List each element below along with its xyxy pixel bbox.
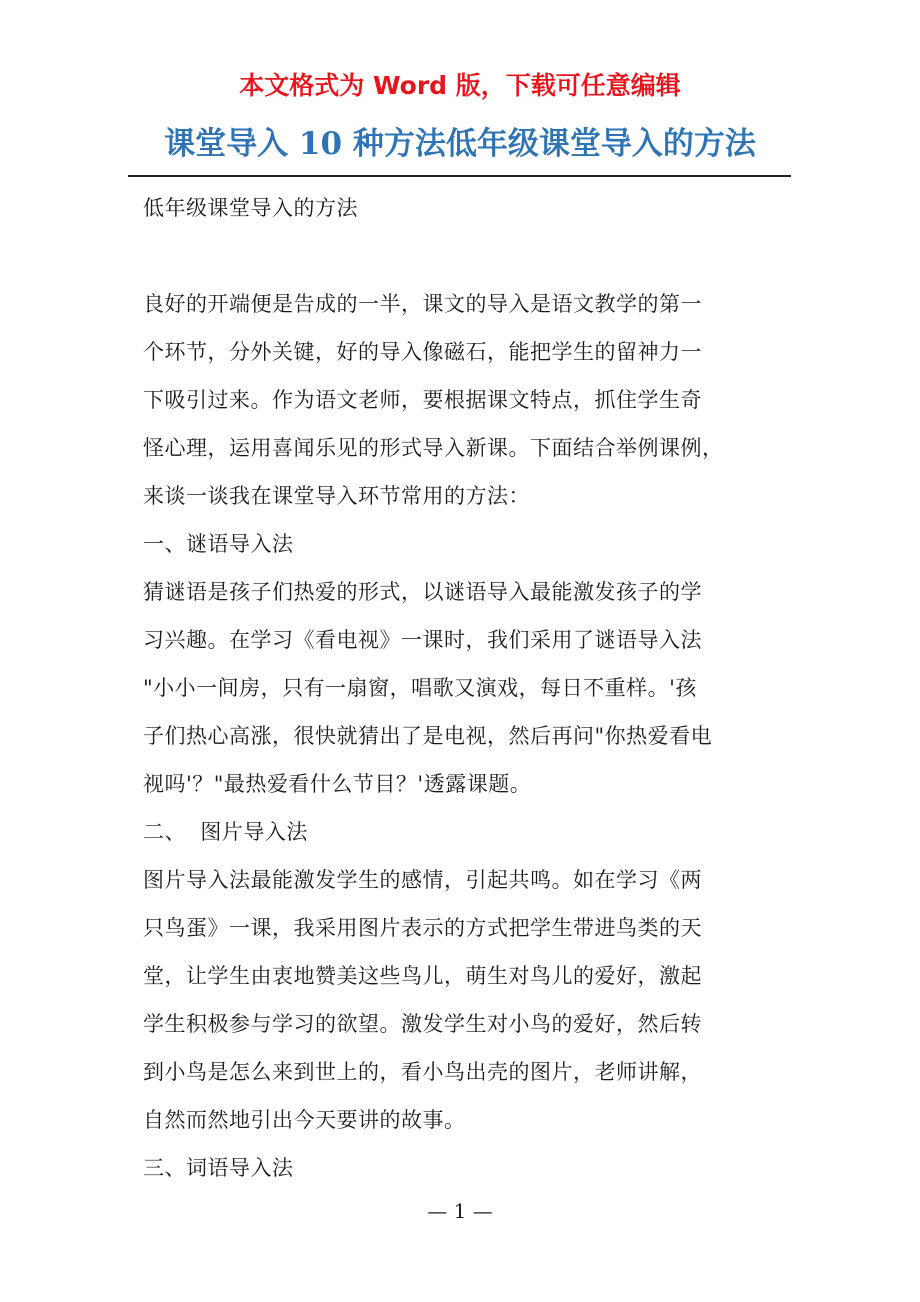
section-heading-words: 三、词语导入法 (143, 1156, 294, 1180)
intro-line: 个环节，分外关键，好的导入像磁石，能把学生的留神力一 (143, 340, 702, 364)
document-body (143, 184, 783, 1192)
section1-line: 视吗'？"最热爱看什么节目？'透露课题。 (143, 772, 532, 796)
section2-line: 只鸟蛋》一课，我采用图片表示的方式把学生带进鸟类的天 (143, 916, 702, 940)
section1-line: 猜谜语是孩子们热爱的形式，以谜语导入最能激发孩子的学 (143, 580, 702, 604)
section2-line: 学生积极参与学习的欲望。激发学生对小鸟的爱好，然后转 (143, 1012, 702, 1036)
page-number: — 1 — (427, 1199, 493, 1223)
title-divider (128, 175, 791, 177)
subtitle: 低年级课堂导入的方法 (143, 196, 358, 220)
edit-notice: 本文格式为 Word 版，下载可任意编辑 (239, 71, 681, 100)
intro-line: 来谈一谈我在课堂导入环节常用的方法： (143, 484, 530, 508)
section1-line: 子们热心高涨，很快就猜出了是电视，然后再问"你热爱看电 (143, 724, 713, 748)
section1-line: "小小一间房，只有一扇窗，唱歌又演戏，每日不重样。'孩 (143, 676, 697, 700)
document-title: 课堂导入 10 种方法低年级课堂导入的方法 (164, 126, 756, 162)
blank-line (143, 232, 783, 280)
intro-line: 怪心理，运用喜闻乐见的形式导入新课。下面结合举例课例， (143, 436, 724, 460)
section2-line: 到小鸟是怎么来到世上的，看小鸟出壳的图片，老师讲解， (143, 1060, 702, 1084)
section1-line: 习兴趣。在学习《看电视》一课时，我们采用了谜语导入法 (143, 628, 702, 652)
section2-line: 图片导入法最能激发学生的感情，引起共鸣。如在学习《两 (143, 868, 702, 892)
section2-line: 堂，让学生由衷地赞美这些鸟儿，萌生对鸟儿的爱好，激起 (143, 964, 702, 988)
section2-line: 自然而然地引出今天要讲的故事。 (143, 1108, 466, 1132)
section-heading-picture: 二、 图片导入法 (143, 820, 308, 844)
intro-line: 下吸引过来。作为语文老师，要根据课文特点，抓住学生奇 (143, 388, 702, 412)
section-heading-riddle: 一、谜语导入法 (143, 532, 294, 556)
intro-line: 良好的开端便是告成的一半，课文的导入是语文教学的第一 (143, 292, 702, 316)
